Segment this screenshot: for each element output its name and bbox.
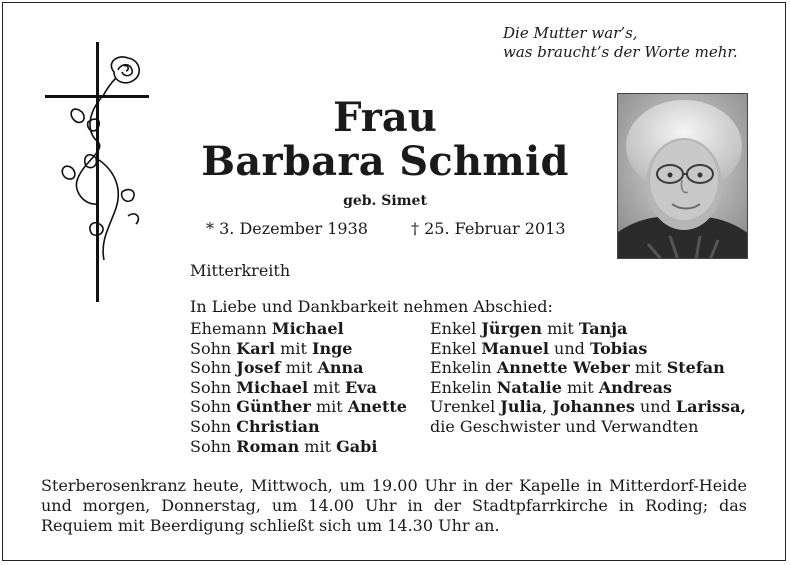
mourner-name: Michael bbox=[236, 377, 309, 397]
mourner-name: Günther bbox=[236, 397, 311, 417]
mourner-line bbox=[430, 378, 746, 398]
mourner-relation: Enkel bbox=[430, 338, 482, 358]
birth-name: geb. Simet bbox=[343, 193, 427, 209]
mourner-relation: Enkelin bbox=[430, 358, 497, 378]
mourner-name: Manuel bbox=[481, 338, 549, 358]
mourner-relation: mit bbox=[310, 397, 348, 417]
mourner-name: Tobias bbox=[590, 338, 648, 358]
mourner-line bbox=[190, 339, 407, 359]
epigraph-quote bbox=[503, 24, 738, 62]
mourner-name: Karl bbox=[236, 338, 276, 358]
mourner-name: Julia bbox=[500, 397, 543, 417]
mourner-name: Larissa, bbox=[675, 397, 746, 417]
name-prefix: Frau bbox=[333, 94, 437, 141]
mourner-relation: Enkel bbox=[430, 319, 482, 338]
mourner-relation: und bbox=[548, 338, 590, 358]
quote-line-1: Die Mutter war’s, bbox=[503, 24, 638, 42]
mourner-relation: mit bbox=[308, 377, 345, 397]
mourner-relation: Sohn bbox=[190, 436, 237, 456]
mourner-line bbox=[190, 397, 407, 417]
mourner-relation: mit bbox=[280, 358, 318, 378]
mourner-relation: mit bbox=[275, 338, 312, 358]
mourner-relation: und bbox=[634, 397, 676, 417]
mourner-relation: mit bbox=[299, 436, 337, 456]
mourner-line bbox=[190, 378, 407, 398]
mourner-name: Tanja bbox=[578, 319, 628, 338]
residence: Mitterkreith bbox=[190, 261, 291, 280]
mourner-line bbox=[190, 437, 407, 457]
mourner-relation: mit bbox=[542, 319, 579, 338]
mourner-line bbox=[190, 358, 407, 378]
mourner-name: Roman bbox=[236, 436, 300, 456]
mourner-name: Josef bbox=[236, 358, 281, 378]
mourner-relation: Sohn bbox=[190, 358, 237, 378]
mourner-name: Eva bbox=[344, 377, 377, 397]
mourner-line bbox=[430, 397, 746, 417]
mourner-relation: Sohn bbox=[190, 416, 237, 436]
mourner-line bbox=[430, 417, 746, 437]
portrait-photo bbox=[617, 93, 748, 259]
mourner-name: Natalie bbox=[496, 377, 562, 397]
death-date: † 25. Februar 2013 bbox=[411, 219, 566, 238]
mourner-name: Stefan bbox=[666, 358, 725, 378]
mourner-name: Gabi bbox=[336, 436, 378, 456]
mourner-relation: Enkelin bbox=[430, 377, 497, 397]
mourners-list-right bbox=[430, 319, 746, 437]
mourner-name: Anna bbox=[317, 358, 364, 378]
mourner-name: Andreas bbox=[598, 377, 672, 397]
cross-with-rose-icon bbox=[44, 40, 154, 305]
deceased-name: Barbara Schmid bbox=[201, 138, 569, 185]
mourner-relation: Sohn bbox=[190, 397, 237, 417]
mourner-name: Christian bbox=[236, 416, 320, 436]
mourner-relation: die Geschwister und Verwandten bbox=[430, 416, 699, 436]
mourner-name: Annette Weber bbox=[496, 358, 630, 378]
quote-line-2: was braucht’s der Worte mehr. bbox=[503, 43, 738, 61]
mourner-relation: Sohn bbox=[190, 338, 237, 358]
mourner-relation: mit bbox=[561, 377, 599, 397]
mourner-name: Inge bbox=[311, 338, 353, 358]
farewell-intro: In Liebe und Dankbarkeit nehmen Abschied: bbox=[190, 297, 553, 316]
mourner-relation: Urenkel bbox=[430, 397, 501, 417]
service-announcement: Sterberosenkranz heute, Mittwoch, um 19.00 Uhr in der Kapelle in Mitterdorf-Heide und morgen, Donnerstag, um 14.00 Uhr in der Stadtpfarrkirche in Roding; das Requiem mit Beerdigung schließt sich um 14.30 Uhr an. bbox=[41, 476, 747, 535]
mourner-name: Anette bbox=[347, 397, 407, 417]
mourner-line bbox=[430, 358, 746, 378]
mourner-name: Michael bbox=[271, 319, 344, 338]
mourner-relation: mit bbox=[629, 358, 667, 378]
mourner-line bbox=[430, 319, 746, 339]
mourner-line bbox=[190, 319, 407, 339]
mourners-list-left bbox=[190, 319, 407, 456]
mourner-name: Jürgen bbox=[481, 319, 542, 338]
birth-date: * 3. Dezember 1938 bbox=[206, 219, 368, 238]
mourner-line bbox=[190, 417, 407, 437]
mourner-relation: Sohn bbox=[190, 377, 237, 397]
mourner-name: Johannes bbox=[552, 397, 635, 417]
mourner-relation: Ehemann bbox=[190, 319, 272, 338]
mourner-relation: , bbox=[542, 397, 553, 417]
mourner-line bbox=[430, 339, 746, 359]
